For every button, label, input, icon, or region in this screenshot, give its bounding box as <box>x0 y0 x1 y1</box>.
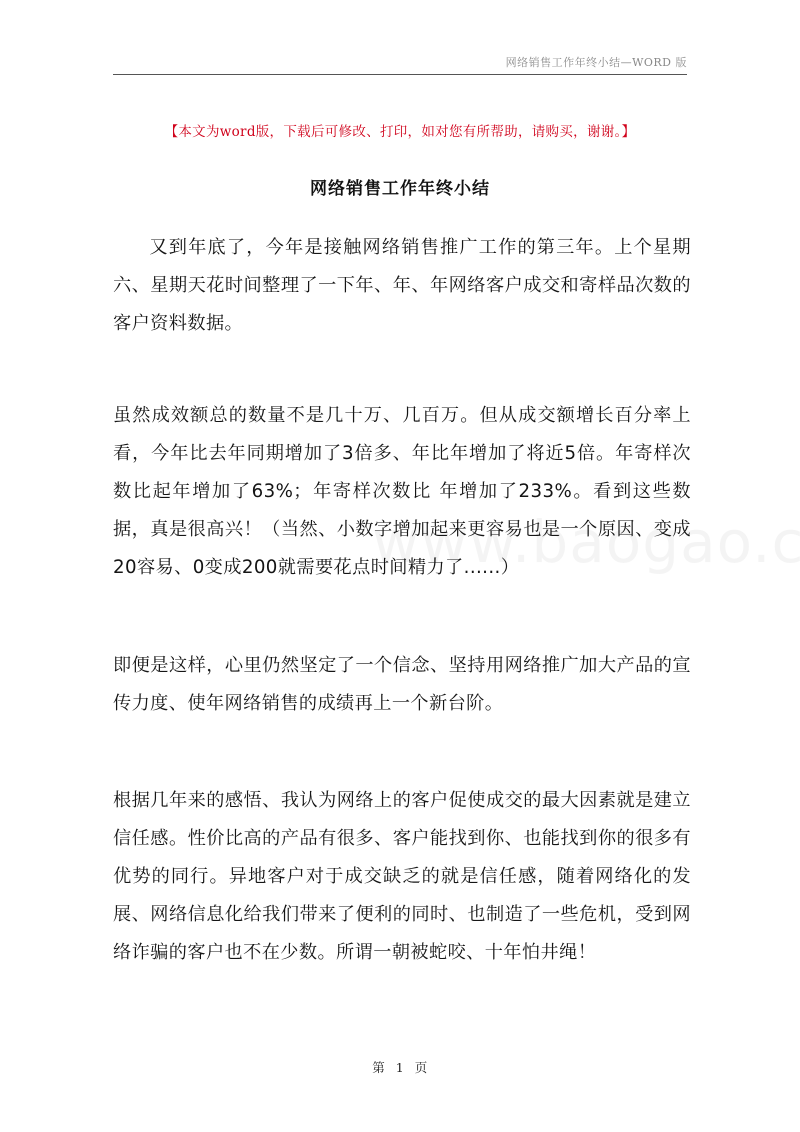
footer-suffix: 页 <box>414 1060 428 1075</box>
paragraph-intro: 又到年底了，今年是接触网络销售推广工作的第三年。上个星期六、星期天花时间整理了一下年、年、年网络客户成交和寄样品次数的客户资料数据。 <box>113 237 691 334</box>
download-notice: 【本文为word版，下载后可修改、打印，如对您有所帮助，请购买，谢谢。】 <box>164 124 636 140</box>
paragraph-trust: 根据几年来的感悟、我认为网络上的客户促使成交的最大因素就是建立信任感。性价比高的产品有很多、客户能找到你、也能找到你的很多有优势的同行。异地客户对于成交缺乏的就是信任感，随着网络化的发展、网络信息化给我们带来了便利的同时、也制造了一些危机，受到网络诈骗的客户也不在少数。所谓一朝被蛇咬、十年怕井绳！ <box>113 790 691 963</box>
page-number: 1 <box>395 1060 405 1075</box>
running-header: 网络销售工作年终小结—WORD 版 <box>505 56 687 69</box>
document-title: 网络销售工作年终小结 <box>310 179 490 199</box>
paragraph-growth-stats: 虽然成效额总的数量不是几十万、几百万。但从成交额增长百分率上看，今年比去年同期增加了3倍多、年比年增加了将近5倍。年寄样次数比起年增加了63%；年寄样次数比 年增加了233%。看到这些数据，真是很高兴！（当然、小数字增加起来更容易也是一个原因、变成20容易、0变成200就需要花点时间精力了......） <box>113 405 691 578</box>
paragraph-conviction: 即便是这样，心里仍然坚定了一个信念、坚持用网络推广加大产品的宣传力度、使年网络销售的成绩再上一个新台阶。 <box>113 655 691 714</box>
header-divider <box>113 74 687 75</box>
page-footer <box>0 1058 800 1076</box>
footer-prefix: 第 <box>372 1060 386 1075</box>
